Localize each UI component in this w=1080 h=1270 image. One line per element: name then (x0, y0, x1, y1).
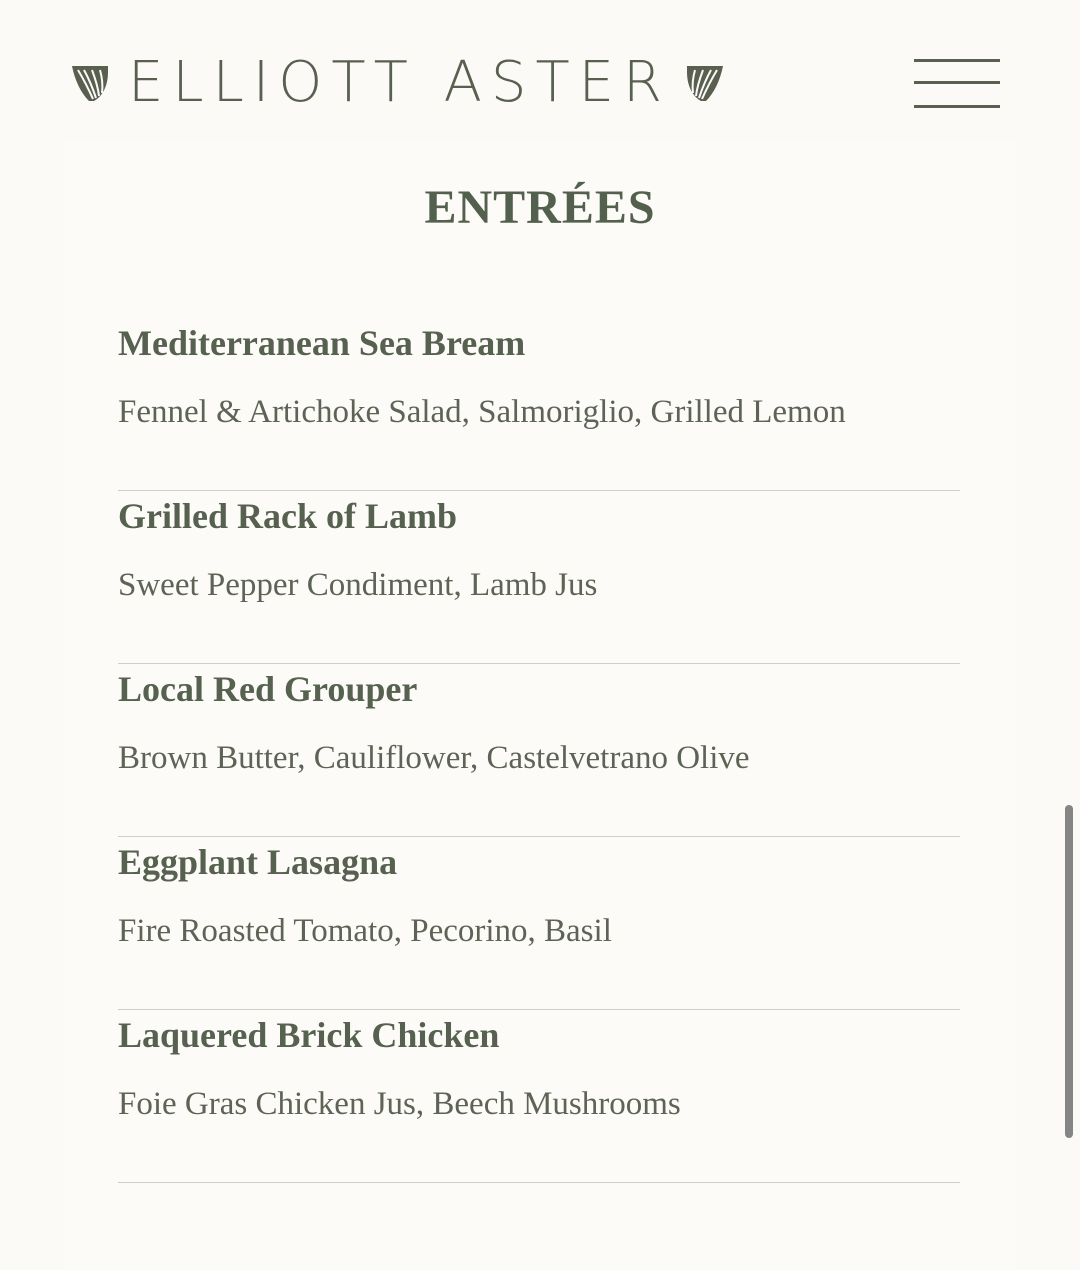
dish-description: Sweet Pepper Condiment, Lamb Jus (118, 567, 598, 603)
vertical-scrollbar[interactable] (1065, 805, 1073, 1138)
menu-item (118, 664, 960, 837)
menu-item (118, 1010, 960, 1183)
site-header (0, 0, 1080, 130)
dish-name: Eggplant Lasagna (118, 842, 398, 882)
brand-logo[interactable] (70, 52, 725, 114)
menu-item (118, 491, 960, 664)
dish-name: Local Red Grouper (118, 669, 418, 709)
fan-ornament-icon (685, 63, 725, 103)
dish-name: Grilled Rack of Lamb (118, 496, 457, 536)
menu-item (118, 837, 960, 1010)
dish-name: Laquered Brick Chicken (118, 1015, 500, 1055)
dish-description: Brown Butter, Cauliflower, Castelvetrano Olive (118, 740, 750, 776)
dish-description: Fennel & Artichoke Salad, Salmoriglio, Grilled Lemon (118, 394, 846, 430)
entree-list (118, 318, 960, 1183)
menu-line (914, 81, 1000, 84)
dish-name: Mediterranean Sea Bream (118, 323, 526, 363)
dish-description: Fire Roasted Tomato, Pecorino, Basil (118, 913, 612, 949)
brand-name: ELLIOTT ASTER (128, 50, 671, 115)
menu-section (65, 140, 1015, 1270)
dish-description: Foie Gras Chicken Jus, Beech Mushrooms (118, 1086, 681, 1122)
menu-line (914, 105, 1000, 108)
hamburger-menu-icon[interactable] (914, 58, 1002, 110)
fan-ornament-icon (70, 63, 110, 103)
section-title: ENTRÉES (424, 181, 656, 234)
menu-line (914, 59, 1000, 62)
menu-item (118, 318, 960, 491)
